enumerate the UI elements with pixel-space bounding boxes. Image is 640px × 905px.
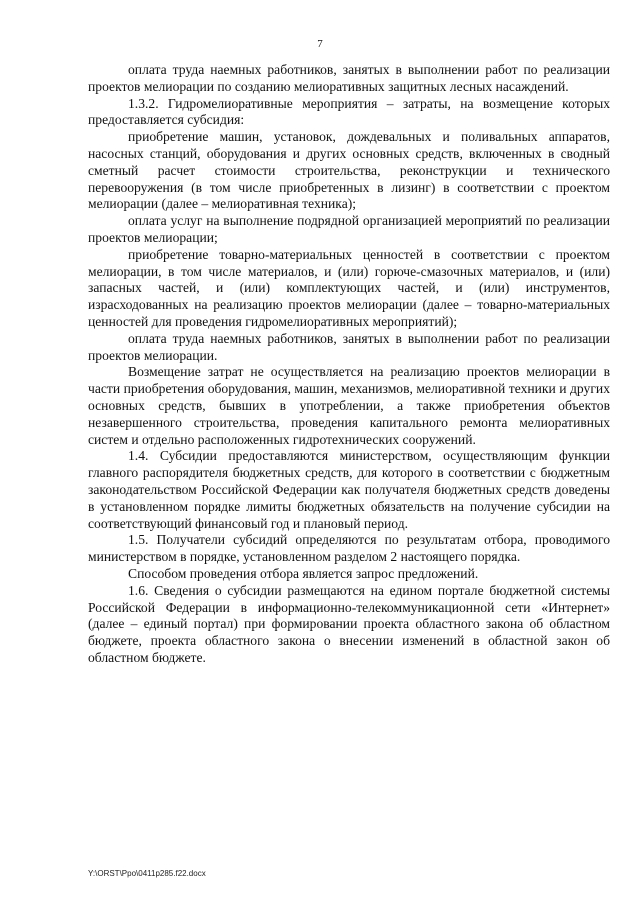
- file-path-footer: Y:\ORST\Ppo\0411p285.f22.docx: [88, 869, 206, 878]
- paragraph: 1.6. Сведения о субсидии размещаются на едином портале бюджетной системы Российской Федерации в информационно-телекоммуникационной сети «Интернет» (далее – единый портал) при формировании проекта областного закона об областном бюджете, проекта областного закона о внесении изменений в областной закон об областном бюджете.: [88, 582, 610, 665]
- paragraph: приобретение машин, установок, дождевальных и поливальных аппаратов, насосных станций, оборудования и других основных средств, включенных в сводный сметный расчет стоимости строительства, реконструкции и технического перевооружения (в том числе приобретенных в лизинг) в соответствии с проектом мелиорации (далее – мелиоративная техника);: [88, 129, 610, 212]
- paragraph: 1.5. Получатели субсидий определяются по результатам отбора, проводимого министерством в порядке, установленном разделом 2 настоящего порядка.: [88, 532, 610, 565]
- paragraph: Возмещение затрат не осуществляется на реализацию проектов мелиорации в части приобретения оборудования, машин, механизмов, мелиоративной техники и других основных средств, бывших в употреблении, а также приобретения объектов незавершенного строительства, проведения капитального ремонта мелиоративных систем и отдельно расположенных гидротехнических сооружений.: [88, 364, 610, 447]
- paragraph: оплата услуг на выполнение подрядной организацией мероприятий по реализации проектов мелиорации;: [88, 213, 610, 245]
- paragraph: 1.3.2. Гидромелиоративные мероприятия – затраты, на возмещение которых предоставляется субсидия:: [88, 95, 610, 128]
- paragraph: оплата труда наемных работников, занятых в выполнении работ по реализации проектов мелиорации по созданию мелиоративных защитных лесных насаждений.: [88, 62, 610, 94]
- paragraph: оплата труда наемных работников, занятых в выполнении работ по реализации проектов мелиорации.: [88, 330, 610, 363]
- paragraph: Способом проведения отбора является запрос предложений.: [128, 565, 479, 581]
- document-body: [88, 62, 610, 667]
- paragraph: 1.4. Субсидии предоставляются министерством, осуществляющим функции главного распорядителя бюджетных средств, для которого в соответствии с бюджетным законодательством Российской Федерации как получателя бюджетных средств доведены в установленном порядке лимиты бюджетных обязательств на получение субсидии на соответствующий финансовый год и плановый период.: [88, 448, 610, 531]
- paragraph: приобретение товарно-материальных ценностей в соответствии с проектом мелиорации, в том числе материалов, и (или) горюче-смазочных материалов, и (или) запасных частей, и (или) комплектующих частей, и (или) инструментов, израсходованных на реализацию проектов мелиорации (далее – товарно-материальных ценностей для проведения гидромелиоративных мероприятий);: [88, 246, 610, 329]
- page-number: 7: [317, 38, 323, 50]
